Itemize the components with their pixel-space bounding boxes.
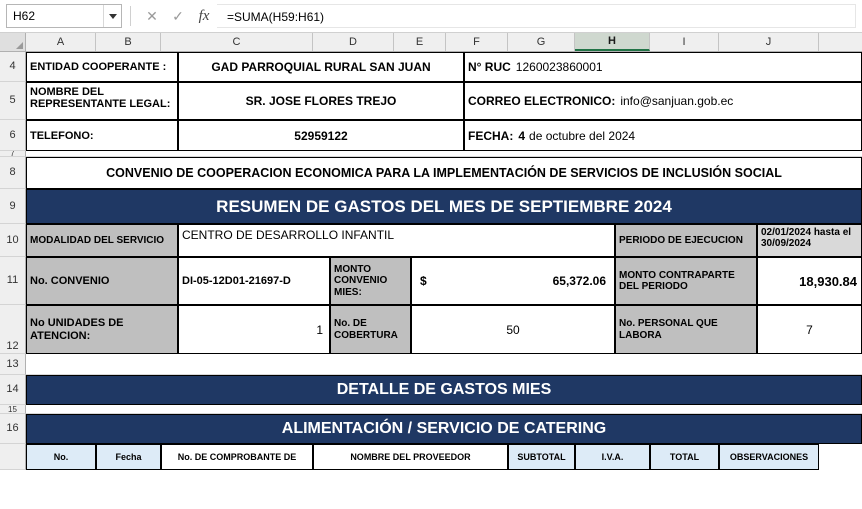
cell-a5-representante-label[interactable]: NOMBRE DEL REPRESENTANTE LEGAL:	[26, 82, 178, 120]
cell-a9-resumen-title[interactable]: RESUMEN DE GASTOS DEL MES DE SEPTIEMBRE 2024	[26, 189, 862, 224]
cell-a14-detalle-title[interactable]: DETALLE DE GASTOS MIES	[26, 375, 862, 405]
correo-label: CORREO ELECTRONICO:	[468, 94, 616, 108]
cell-j11-contraparte-value[interactable]: 18,930.84	[757, 257, 862, 305]
correo-value: info@sanjuan.gob.ec	[620, 94, 734, 108]
row-header-6[interactable]: 6	[0, 120, 26, 151]
select-all-corner[interactable]	[0, 33, 26, 51]
cell-row15-blank[interactable]	[26, 405, 862, 414]
fecha-day: 4	[518, 128, 526, 143]
cell-a11-convenio-label[interactable]: No. CONVENIO	[26, 257, 178, 305]
cell-f4-ruc[interactable]	[464, 52, 862, 82]
row-header-14[interactable]: 14	[0, 375, 26, 405]
close-icon[interactable]: ✕	[146, 7, 158, 24]
cell-a10-modalidad-label[interactable]: MODALIDAD DEL SERVICIO	[26, 224, 178, 257]
name-box[interactable]	[6, 4, 122, 28]
table-row	[0, 305, 862, 354]
table-row	[0, 157, 862, 189]
table-row	[0, 414, 862, 444]
row-header-4[interactable]: 4	[0, 52, 26, 82]
table-row	[0, 120, 862, 151]
formula-bar	[0, 0, 862, 33]
spreadsheet-grid[interactable]	[0, 52, 862, 509]
cell-h12-personal-label[interactable]: No. PERSONAL QUE LABORA	[615, 305, 757, 354]
cell-c6-telefono-value[interactable]: 52959122	[178, 120, 464, 151]
fecha-label: FECHA:	[468, 128, 514, 143]
name-box-value: H62	[13, 9, 36, 23]
cell-a6-telefono-label[interactable]: TELEFONO:	[26, 120, 178, 151]
row-header-17[interactable]	[0, 444, 26, 470]
table-row	[0, 375, 862, 405]
cell-d12-cobertura-label[interactable]: No. DE COBERTURA	[330, 305, 411, 354]
cell-a17-header-no[interactable]: No.	[26, 444, 96, 470]
column-header-d[interactable]: D	[313, 33, 394, 51]
cell-j10-periodo-value[interactable]: 02/01/2024 hasta el 30/09/2024	[757, 224, 862, 257]
cell-c4-entidad-value[interactable]: GAD PARROQUIAL RURAL SAN JUAN	[178, 52, 464, 82]
cell-d17-header-proveedor[interactable]: NOMBRE DEL PROVEEDOR	[313, 444, 508, 470]
column-header-b[interactable]: B	[96, 33, 161, 51]
cell-a16-alimentacion-title[interactable]: ALIMENTACIÓN / SERVICIO DE CATERING	[26, 414, 862, 444]
cell-h17-header-iva[interactable]: I.V.A.	[575, 444, 650, 470]
row-header-13[interactable]: 13	[0, 354, 26, 375]
cell-j17-header-observaciones[interactable]: OBSERVACIONES	[719, 444, 819, 470]
formula-input[interactable]: =SUMA(H59:H61)	[217, 4, 856, 28]
cell-a4-entidad-label[interactable]: ENTIDAD COOPERANTE :	[26, 52, 178, 82]
column-header-i[interactable]: I	[650, 33, 719, 51]
column-header-row	[0, 33, 862, 52]
table-row	[0, 444, 862, 470]
cell-b17-header-fecha[interactable]: Fecha	[96, 444, 161, 470]
cell-f5-correo[interactable]	[464, 82, 862, 120]
cell-c5-representante-value[interactable]: SR. JOSE FLORES TREJO	[178, 82, 464, 120]
row-header-9[interactable]: 9	[0, 189, 26, 224]
monto-convenio-amount: 65,372.06	[552, 274, 606, 288]
divider	[130, 6, 131, 26]
column-header-a[interactable]: A	[26, 33, 96, 51]
check-icon[interactable]: ✓	[172, 7, 184, 24]
row-header-10[interactable]: 10	[0, 224, 26, 257]
row-header-12[interactable]: 12	[0, 305, 26, 354]
cell-j12-personal-value[interactable]: 7	[757, 305, 862, 354]
column-header-h[interactable]: H	[575, 33, 650, 51]
table-row	[0, 405, 862, 414]
row-header-5[interactable]: 5	[0, 82, 26, 120]
cell-h11-contraparte-label[interactable]: MONTO CONTRAPARTE DEL PERIODO	[615, 257, 757, 305]
cell-c12-unidades-value[interactable]: 1	[178, 305, 330, 354]
cell-g17-header-subtotal[interactable]: SUBTOTAL	[508, 444, 575, 470]
fecha-rest: de octubre del 2024	[529, 128, 636, 143]
row-header-15[interactable]: 15	[0, 405, 26, 414]
table-row	[0, 52, 862, 82]
fx-icon[interactable]: fx	[198, 7, 210, 24]
column-header-g[interactable]: G	[508, 33, 575, 51]
column-header-j[interactable]: J	[719, 33, 819, 51]
table-row	[0, 257, 862, 305]
cell-i17-header-total[interactable]: TOTAL	[650, 444, 719, 470]
row-header-7[interactable]: 7	[0, 151, 26, 157]
table-row	[0, 224, 862, 257]
table-row	[0, 189, 862, 224]
cell-c11-convenio-value[interactable]: DI-05-12D01-21697-D	[178, 257, 330, 305]
cell-c10-modalidad-value[interactable]: CENTRO DE DESARROLLO INFANTIL	[178, 224, 615, 257]
cell-e12-cobertura-value[interactable]: 50	[411, 305, 615, 354]
cell-a8-convenio-title[interactable]: CONVENIO DE COOPERACION ECONOMICA PARA LA IMPLEMENTACIÓN DE SERVICIOS DE INCLUSIÓN SOCIAL	[26, 157, 862, 189]
column-header-c[interactable]: C	[161, 33, 313, 51]
cell-a12-unidades-label[interactable]: No UNIDADES DE ATENCION:	[26, 305, 178, 354]
table-row	[0, 82, 862, 120]
cell-f6-fecha[interactable]	[464, 120, 862, 151]
ruc-value: 1260023860001	[515, 60, 603, 74]
row-header-11[interactable]: 11	[0, 257, 26, 305]
cell-d11-monto-label[interactable]: MONTO CONVENIO MIES:	[330, 257, 411, 305]
column-header-f[interactable]: F	[446, 33, 508, 51]
ruc-label: N° RUC	[468, 60, 511, 74]
chevron-down-icon[interactable]	[103, 5, 121, 27]
row-header-16[interactable]: 16	[0, 414, 26, 444]
cell-e11-monto-value[interactable]	[411, 257, 615, 305]
row-header-8[interactable]: 8	[0, 157, 26, 189]
cell-row13-blank[interactable]	[26, 354, 862, 375]
currency-symbol: $	[420, 274, 427, 288]
table-row	[0, 354, 862, 375]
cell-c17-header-comprobante[interactable]: No. DE COMPROBANTE DE	[161, 444, 313, 470]
cell-g10-periodo-label[interactable]: PERIODO DE EJECUCION	[615, 224, 757, 257]
column-header-e[interactable]: E	[394, 33, 446, 51]
